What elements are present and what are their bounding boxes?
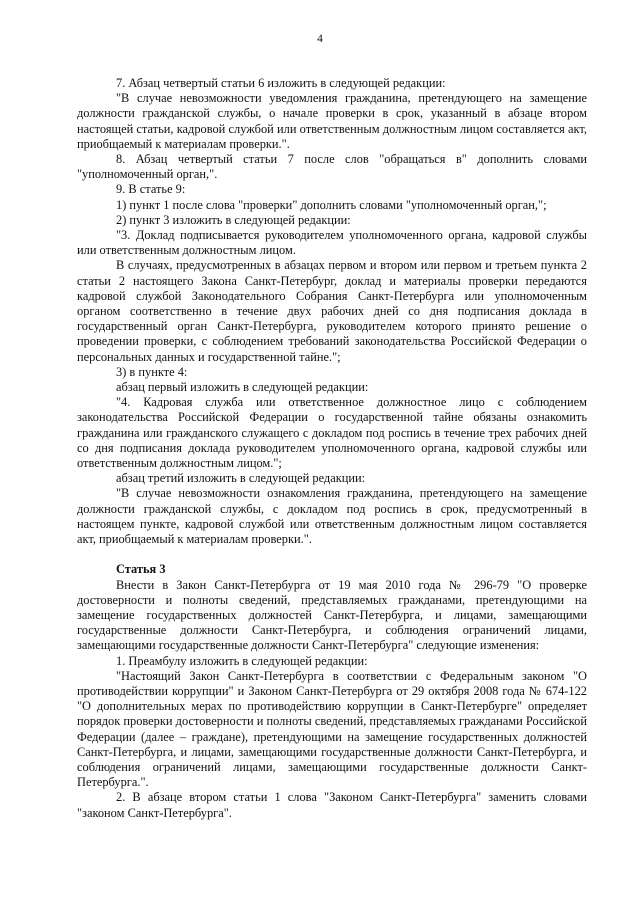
article-heading: Статья 3 [116, 562, 166, 577]
paragraph: В случаях, предусмотренных в абзацах первом и втором или первом и третьем пункта 2 статьи 2 настоящего Закона Санкт-Петербург, доклад и материалы проверки передаются кадровой службой Законодательного Собрания Санкт-Петербурга или уполномоченным органом соответственно в течение двух рабочих дней со дня подписания доклада в государственный орган Санкт-Петербурга, руководителем которого принято решение о проведении проверки, с соблюдением требований законодательства Российской Федерации о персональных данных и государственной тайне."; [77, 258, 587, 364]
paragraph: "В случае невозможности уведомления гражданина, претендующего на замещение должности гражданской службы, о начале проверки в срок, указанный в абзаце втором настоящей статьи, кадровой службой или ответственным должностным лицом составляется акт, приобщаемый к материалам проверки.". [77, 91, 587, 151]
paragraph: 2) пункт 3 изложить в следующей редакции: [116, 212, 351, 227]
paragraph: 2. В абзаце втором статьи 1 слова "Законом Санкт-Петербурга" заменить словами "законом Санкт-Петербурга". [77, 790, 587, 820]
paragraph: абзац первый изложить в следующей редакции: [116, 380, 369, 395]
page-number: 4 [317, 33, 323, 45]
paragraph: "Настоящий Закон Санкт-Петербурга в соответствии с Федеральным законом "О противодействии коррупции" и Законом Санкт-Петербурга от 29 октября 2008 года № 674-122 "О дополнительных мерах по противодействию коррупции в Санкт-Петербурге" определяет порядок проверки достоверности и полноты сведений, представляемых гражданами Российской Федерации (далее – граждане), претендующими на замещение государственных должностей Санкт-Петербурга, и лицами, замещающими государственные должности Санкт-Петербурга, и соблюдения ограничений лицами, замещающими государственные должности Санкт-Петербурга.". [77, 668, 587, 790]
paragraph: 7. Абзац четвертый статьи 6 изложить в следующей редакции: [116, 76, 446, 90]
paragraph: "3. Доклад подписывается руководителем уполномоченного органа, кадровой службы или ответственным должностным лицом. [77, 228, 587, 258]
paragraph: 8. Абзац четвертый статьи 7 после слов "обращаться в" дополнить словами "уполномоченный орган,". [77, 152, 587, 182]
paragraph: 3) в пункте 4: [116, 364, 188, 379]
paragraph: "В случае невозможности ознакомления гражданина, претендующего на замещение должности гражданской службы, с докладом под роспись в срок, предусмотренный в настоящем пункте, кадровой службой или ответственным должностным лицом составляется акт, приобщаемый к материалам проверки.". [77, 486, 587, 547]
document-body [77, 76, 587, 821]
paragraph: 1) пункт 1 после слова "проверки" дополнить словами "уполномоченный орган,"; [116, 197, 547, 212]
paragraph: 9. В статье 9: [116, 182, 186, 197]
paragraph: 1. Преамбулу изложить в следующей редакции: [116, 653, 368, 668]
paragraph: абзац третий изложить в следующей редакции: [116, 471, 366, 486]
paragraph: "4. Кадровая служба или ответственное должностное лицо с соблюдением законодательства Российской Федерации о государственной тайне обязаны ознакомить гражданина или гражданского служащего с докладом под роспись в течение трех рабочих дней со дня подписания доклада руководителем уполномоченного органа, кадровой службы или ответственным должностным лицом."; [77, 395, 587, 471]
paragraph: Внести в Закон Санкт-Петербурга от 19 мая 2010 года № 296-79 "О проверке достоверности и полноты сведений, представляемых гражданами, претендующими на замещение государственных должностей Санкт-Петербурга, и лицами, замещающими государственные должности Санкт-Петербурга, и соблюдения ограничений лицами, замещающими государственные должности Санкт-Петербурга" следующие изменения: [77, 577, 587, 653]
